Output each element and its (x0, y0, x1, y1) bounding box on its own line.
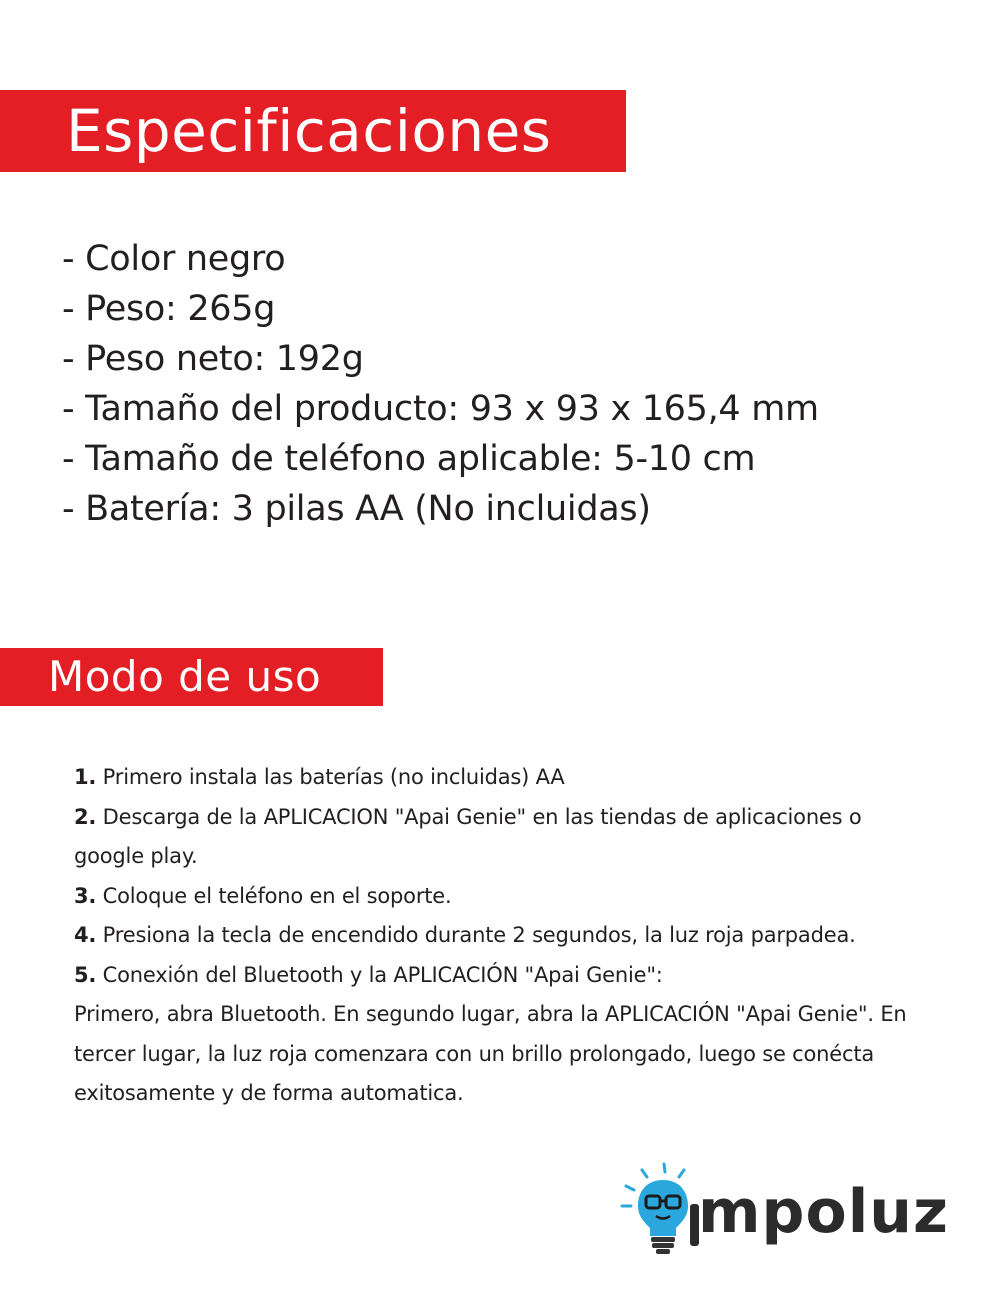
impoluz-logo (618, 1160, 948, 1260)
step-number: 5. (74, 962, 97, 987)
step-text: Coloque el teléfono en el soporte. (96, 883, 452, 908)
step-item (74, 798, 934, 877)
spec-item: - Tamaño de teléfono aplicable: 5-10 cm (62, 439, 756, 479)
specs-list (62, 234, 819, 534)
spec-item: - Tamaño del producto: 93 x 93 x 165,4 mm (62, 389, 819, 429)
step-5-detail: Primero, abra Bluetooth. En segundo lugar, abra la APLICACIÓN "Apai Genie". En tercer lugar, la luz roja comenzara con un brillo prolongado, luego se conécta exitosamente y de forma automatica. (74, 1002, 907, 1105)
spec-item: - Peso: 265g (62, 289, 276, 329)
step-text: Presiona la tecla de encendido durante 2 segundos, la luz roja parpadea. (96, 923, 856, 947)
logo-text: mpoluz (698, 1177, 949, 1247)
step-number: 2. (74, 804, 97, 829)
spec-item: - Color negro (62, 239, 286, 279)
usage-title: Modo de uso (48, 652, 322, 701)
usage-title-banner (0, 648, 383, 706)
lightbulb-glasses-icon (618, 1160, 708, 1260)
step-item (74, 758, 934, 798)
specs-title-banner (0, 90, 626, 172)
step-item (74, 877, 934, 917)
spec-item: - Batería: 3 pilas AA (No incluidas) (62, 489, 651, 529)
spec-item: - Peso neto: 192g (62, 339, 364, 379)
usage-steps (74, 758, 934, 1114)
step-text: Descarga de la APLICACION "Apai Genie" en las tiendas de aplicaciones o google play. (74, 804, 862, 868)
step-text: Conexión del Bluetooth y la APLICACIÓN "Apai Genie": (96, 962, 663, 987)
specs-title: Especificaciones (66, 97, 552, 165)
step-number: 4. (74, 923, 97, 947)
step-item (74, 916, 934, 956)
step-number: 3. (74, 883, 97, 908)
step-text: Primero instala las baterías (no incluidas) AA (96, 765, 565, 789)
step-number: 1. (74, 765, 97, 789)
step-item (74, 956, 934, 996)
